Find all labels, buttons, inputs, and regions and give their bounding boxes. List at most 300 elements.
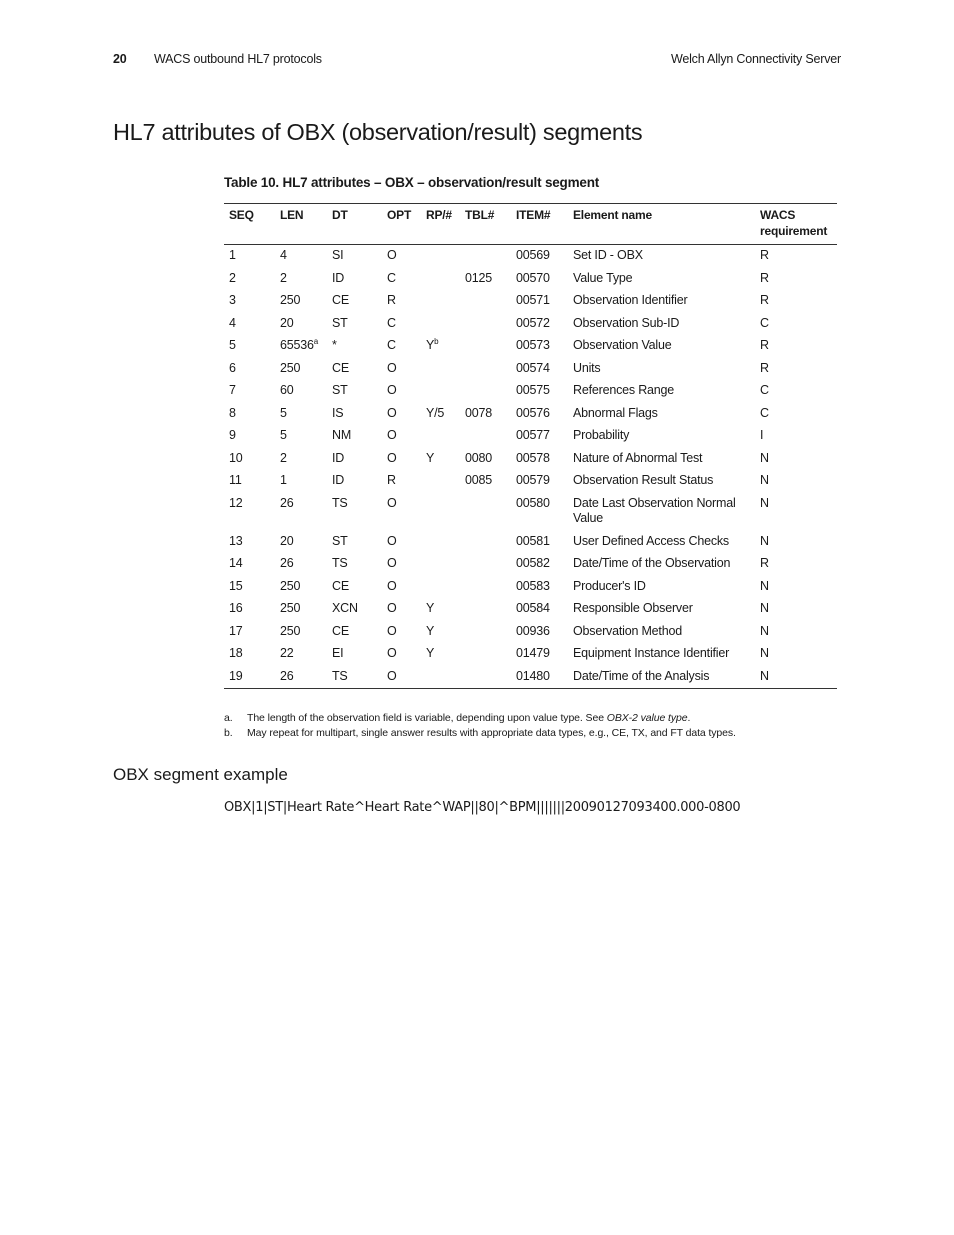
cell-value: Date/Time of the Observation [573, 556, 731, 570]
rp-cell [421, 448, 460, 471]
column-header: OPT [387, 208, 412, 222]
cell-value: N [760, 668, 769, 683]
footnote-letter: a. [224, 712, 233, 724]
cell-value: C [387, 338, 396, 352]
page-number: 20 [113, 52, 127, 66]
tbl-cell [460, 531, 511, 554]
cell-value: 26 [280, 495, 294, 510]
cell-value: O [387, 601, 397, 615]
len-cell [275, 245, 327, 268]
cell-value: 0080 [465, 450, 493, 465]
cell-value: 00575 [516, 383, 550, 397]
item-cell [511, 245, 568, 268]
tbl-cell [460, 290, 511, 313]
opt-cell [382, 493, 421, 531]
cell-value: N [760, 533, 769, 548]
rp-cell [421, 598, 460, 621]
item-cell [511, 290, 568, 313]
seq-cell [224, 493, 275, 531]
item-cell [511, 358, 568, 381]
element-name-cell [568, 621, 755, 644]
seq-cell [224, 598, 275, 621]
table-row [224, 245, 837, 268]
cell-value: Nature of Abnormal Test [573, 450, 703, 465]
cell-value: 00572 [516, 315, 550, 330]
cell-value: R [387, 473, 396, 487]
cell-value: 00578 [516, 450, 550, 465]
seq-cell [224, 403, 275, 426]
cell-value: O [387, 556, 397, 570]
item-cell [511, 576, 568, 599]
tbl-cell [460, 245, 511, 268]
opt-cell [382, 576, 421, 599]
requirement-cell [755, 380, 837, 403]
rp-cell [421, 643, 460, 666]
element-name-cell [568, 553, 755, 576]
cell-value: 00570 [516, 270, 550, 285]
requirement-cell [755, 448, 837, 471]
seq-cell [224, 245, 275, 268]
cell-value: O [387, 405, 397, 420]
opt-cell [382, 598, 421, 621]
dt-cell [327, 470, 382, 493]
opt-cell [382, 666, 421, 689]
cell-value: N [760, 450, 769, 465]
opt-cell [382, 380, 421, 403]
cell-value: TS [332, 668, 348, 683]
cell-value: C [760, 405, 769, 420]
seq-cell [224, 290, 275, 313]
tbl-cell [460, 448, 511, 471]
cell-value: Units [573, 360, 601, 375]
opt-cell [382, 553, 421, 576]
cell-value: Y [426, 601, 435, 615]
dt-cell [327, 335, 382, 358]
dt-cell [327, 425, 382, 448]
tbl-cell [460, 425, 511, 448]
cell-value: N [760, 646, 769, 660]
cell-value: 250 [280, 601, 301, 615]
footnote-letter: b. [224, 727, 233, 739]
tbl-cell [460, 380, 511, 403]
cell-value: 12 [229, 495, 243, 510]
element-name-cell [568, 335, 755, 358]
cell-value: 10 [229, 450, 243, 465]
tbl-cell [460, 576, 511, 599]
requirement-cell [755, 290, 837, 313]
footnote-marker: b [434, 336, 439, 346]
element-name-cell [568, 531, 755, 554]
footnote-text [247, 726, 736, 740]
table-row [224, 335, 837, 358]
tbl-cell [460, 313, 511, 336]
dt-cell [327, 598, 382, 621]
opt-cell [382, 448, 421, 471]
cell-value: ID [332, 450, 345, 465]
header-section-title: WACS outbound HL7 protocols [154, 52, 322, 66]
item-cell [511, 425, 568, 448]
tbl-cell [460, 666, 511, 689]
item-cell [511, 666, 568, 689]
requirement-cell [755, 666, 837, 689]
header-product-name: Welch Allyn Connectivity Server [670, 52, 841, 66]
opt-cell [382, 425, 421, 448]
dt-cell [327, 245, 382, 268]
cell-value: Observation Method [573, 623, 682, 638]
cell-value: 13 [229, 533, 243, 548]
cell-value: References Range [573, 383, 675, 397]
cell-value: 60 [280, 383, 294, 397]
cell-value: 00569 [516, 248, 550, 262]
rp-cell [421, 358, 460, 381]
cell-value: 1 [229, 248, 236, 262]
len-cell [275, 268, 327, 291]
cell-value: 01479 [516, 646, 550, 660]
len-cell [275, 313, 327, 336]
len-cell [275, 380, 327, 403]
cell-value: Y [426, 646, 435, 660]
opt-cell [382, 621, 421, 644]
cell-value: 26 [280, 556, 294, 570]
cell-value: 2 [280, 270, 287, 285]
cell-value: Observation Sub-ID [573, 315, 680, 330]
requirement-cell [755, 493, 837, 531]
attributes-table-container [224, 203, 837, 689]
requirement-cell [755, 576, 837, 599]
cell-value: 2 [229, 270, 236, 285]
cell-value: 250 [280, 360, 301, 375]
item-cell [511, 380, 568, 403]
opt-cell [382, 643, 421, 666]
cell-value: Equipment Instance Identifier [573, 646, 730, 660]
cell-value: N [760, 623, 769, 638]
cell-value: 00936 [516, 623, 550, 638]
opt-cell [382, 335, 421, 358]
dt-cell [327, 380, 382, 403]
requirement-cell [755, 553, 837, 576]
element-name-cell [568, 493, 755, 531]
seq-cell [224, 313, 275, 336]
tbl-cell [460, 358, 511, 381]
len-cell [275, 335, 327, 358]
cell-value: Observation Value [573, 338, 672, 352]
cell-value: 4 [229, 315, 236, 330]
page-header [113, 52, 841, 70]
cell-value: ID [332, 473, 345, 487]
table-row [224, 403, 837, 426]
len-cell [275, 553, 327, 576]
item-cell [511, 470, 568, 493]
column-header: WACS requirement [760, 208, 828, 238]
cell-value: ID [332, 270, 345, 285]
rp-cell [421, 470, 460, 493]
cell-value: 00576 [516, 405, 550, 420]
obx-example-text: OBX|1|ST|Heart Rate^Heart Rate^WAP||80|^BPM|||||||20090127093400.000-0800 [224, 800, 741, 815]
cell-value: Probability [573, 428, 630, 442]
cell-value: O [387, 450, 397, 465]
tbl-cell [460, 470, 511, 493]
rp-cell [421, 576, 460, 599]
cell-value: 3 [229, 293, 236, 307]
seq-cell [224, 448, 275, 471]
len-cell [275, 425, 327, 448]
cell-value: N [760, 473, 769, 487]
rp-cell [421, 553, 460, 576]
footnote-body: May repeat for multipart, single answer results with appropriate data types, e.g., CE, TX, and FT data types. [247, 727, 736, 739]
rp-cell [421, 425, 460, 448]
cell-value: R [760, 293, 769, 307]
cell-value: SI [332, 248, 344, 262]
cell-value: Abnormal Flags [573, 405, 658, 420]
cell-value: 22 [280, 646, 294, 660]
seq-cell [224, 576, 275, 599]
item-cell [511, 335, 568, 358]
cell-value: 00577 [516, 428, 550, 442]
cell-value: 6 [229, 360, 236, 375]
column-header: ITEM# [516, 208, 551, 222]
rp-cell [421, 666, 460, 689]
cell-value: 0085 [465, 473, 493, 487]
dt-cell [327, 666, 382, 689]
item-cell [511, 493, 568, 531]
cell-value: IS [332, 405, 344, 420]
cell-value: 5 [229, 338, 236, 352]
cell-value: Y [426, 450, 435, 465]
cell-value: 17 [229, 623, 243, 638]
dt-cell [327, 403, 382, 426]
element-name-cell [568, 403, 755, 426]
dt-cell [327, 290, 382, 313]
tbl-cell [460, 598, 511, 621]
cell-value: 5 [280, 428, 287, 442]
dt-cell [327, 621, 382, 644]
table-row [224, 358, 837, 381]
rp-cell [421, 313, 460, 336]
cell-value: 00571 [516, 293, 550, 307]
cell-value: 00579 [516, 473, 550, 487]
element-name-cell [568, 576, 755, 599]
cell-value: 14 [229, 556, 243, 570]
cell-value: * [332, 338, 337, 352]
cell-value: ST [332, 533, 348, 548]
cell-value: O [387, 646, 397, 660]
cell-value: CE [332, 360, 349, 375]
seq-cell [224, 358, 275, 381]
table-row [224, 493, 837, 531]
cell-value: 00584 [516, 601, 550, 615]
cell-value: R [760, 556, 769, 570]
cell-value: N [760, 578, 769, 593]
cell-value: C [387, 270, 396, 285]
cell-value: I [760, 428, 764, 442]
cell-value: Set ID - OBX [573, 248, 643, 262]
requirement-cell [755, 268, 837, 291]
cell-value: TS [332, 495, 348, 510]
tbl-cell [460, 493, 511, 531]
requirement-cell [755, 245, 837, 268]
item-cell [511, 448, 568, 471]
cell-value: 00580 [516, 495, 550, 510]
rp-cell [421, 268, 460, 291]
dt-cell [327, 576, 382, 599]
dt-cell [327, 358, 382, 381]
cell-value: O [387, 248, 397, 262]
cell-value: Y [426, 338, 435, 352]
table-body [224, 245, 837, 689]
tbl-cell [460, 643, 511, 666]
cell-value: 00574 [516, 360, 550, 375]
opt-cell [382, 290, 421, 313]
table-row [224, 576, 837, 599]
len-cell [275, 598, 327, 621]
requirement-cell [755, 531, 837, 554]
dt-cell [327, 493, 382, 531]
cell-value: 2 [280, 450, 287, 465]
rp-cell [421, 531, 460, 554]
cell-value: 00583 [516, 578, 550, 593]
table-row [224, 598, 837, 621]
cell-value: 00582 [516, 556, 550, 570]
opt-cell [382, 358, 421, 381]
table-row [224, 290, 837, 313]
footnote-b [224, 726, 837, 741]
cell-value: 16 [229, 601, 243, 615]
cell-value: R [760, 338, 769, 352]
len-cell [275, 621, 327, 644]
cell-value: Producer's ID [573, 578, 646, 593]
element-name-cell [568, 598, 755, 621]
cell-value: CE [332, 578, 349, 593]
page-title: HL7 attributes of OBX (observation/result) segments [113, 119, 643, 145]
table-header-row [224, 204, 837, 245]
dt-cell [327, 313, 382, 336]
table-row [224, 666, 837, 689]
rp-cell [421, 403, 460, 426]
table-footnotes [224, 711, 837, 741]
cell-value: Date/Time of the Analysis [573, 668, 710, 683]
len-cell [275, 493, 327, 531]
element-name-cell [568, 666, 755, 689]
cell-value: EI [332, 646, 344, 660]
len-cell [275, 470, 327, 493]
len-cell [275, 643, 327, 666]
cell-value: 9 [229, 428, 236, 442]
cell-value: Y/5 [426, 405, 445, 420]
item-cell [511, 598, 568, 621]
cell-value: 00573 [516, 338, 550, 352]
cell-value: 18 [229, 646, 243, 660]
cell-value: 0125 [465, 270, 493, 285]
seq-cell [224, 531, 275, 554]
rp-cell [421, 621, 460, 644]
column-header: RP/# [426, 208, 452, 222]
cell-value: 01480 [516, 668, 550, 683]
column-header: Element name [573, 208, 652, 222]
seq-cell [224, 335, 275, 358]
seq-cell [224, 425, 275, 448]
seq-cell [224, 621, 275, 644]
cell-value: R [760, 360, 769, 375]
cell-value: Observation Identifier [573, 293, 688, 307]
cell-value: 65536 [280, 338, 314, 352]
element-name-cell [568, 290, 755, 313]
dt-cell [327, 643, 382, 666]
cell-value: 15 [229, 578, 243, 593]
element-name-cell [568, 313, 755, 336]
opt-cell [382, 531, 421, 554]
seq-cell [224, 666, 275, 689]
cell-value: User Defined Access Checks [573, 533, 729, 548]
cell-value: O [387, 668, 397, 683]
rp-cell [421, 380, 460, 403]
cell-value: C [760, 315, 769, 330]
cell-value: 7 [229, 383, 236, 397]
element-name-cell [568, 380, 755, 403]
cell-value: 26 [280, 668, 294, 683]
len-cell [275, 290, 327, 313]
rp-cell [421, 493, 460, 531]
cell-value: C [760, 383, 769, 397]
cell-value: Responsible Observer [573, 601, 693, 615]
tbl-cell [460, 268, 511, 291]
requirement-cell [755, 425, 837, 448]
cell-value: 4 [280, 248, 287, 262]
table-row [224, 448, 837, 471]
item-cell [511, 621, 568, 644]
footnote-text [247, 711, 690, 725]
example-section-title: OBX segment example [113, 765, 288, 784]
requirement-cell [755, 470, 837, 493]
seq-cell [224, 380, 275, 403]
cell-value: 20 [280, 533, 294, 548]
cell-value: 250 [280, 578, 301, 593]
item-cell [511, 553, 568, 576]
requirement-cell [755, 313, 837, 336]
column-header: DT [332, 208, 348, 222]
cell-value: 19 [229, 668, 243, 683]
rp-cell [421, 335, 460, 358]
footnote-end: . [687, 712, 691, 724]
table-row [224, 621, 837, 644]
table-row [224, 470, 837, 493]
item-cell [511, 313, 568, 336]
seq-cell [224, 553, 275, 576]
cell-value: O [387, 578, 397, 593]
dt-cell [327, 448, 382, 471]
element-name-cell [568, 245, 755, 268]
table-row [224, 380, 837, 403]
item-cell [511, 268, 568, 291]
seq-cell [224, 470, 275, 493]
tbl-cell [460, 553, 511, 576]
dt-cell [327, 531, 382, 554]
seq-cell [224, 643, 275, 666]
requirement-cell [755, 358, 837, 381]
table-caption: Table 10. HL7 attributes – OBX – observation/result segment [224, 175, 600, 190]
element-name-cell [568, 470, 755, 493]
cell-value: XCN [332, 601, 358, 615]
dt-cell [327, 268, 382, 291]
opt-cell [382, 313, 421, 336]
table-row [224, 531, 837, 554]
tbl-cell [460, 335, 511, 358]
footnote-a [224, 711, 837, 726]
cell-value: 8 [229, 405, 236, 420]
opt-cell [382, 403, 421, 426]
opt-cell [382, 245, 421, 268]
column-header: LEN [280, 208, 304, 222]
footnote-marker: a [313, 336, 319, 346]
